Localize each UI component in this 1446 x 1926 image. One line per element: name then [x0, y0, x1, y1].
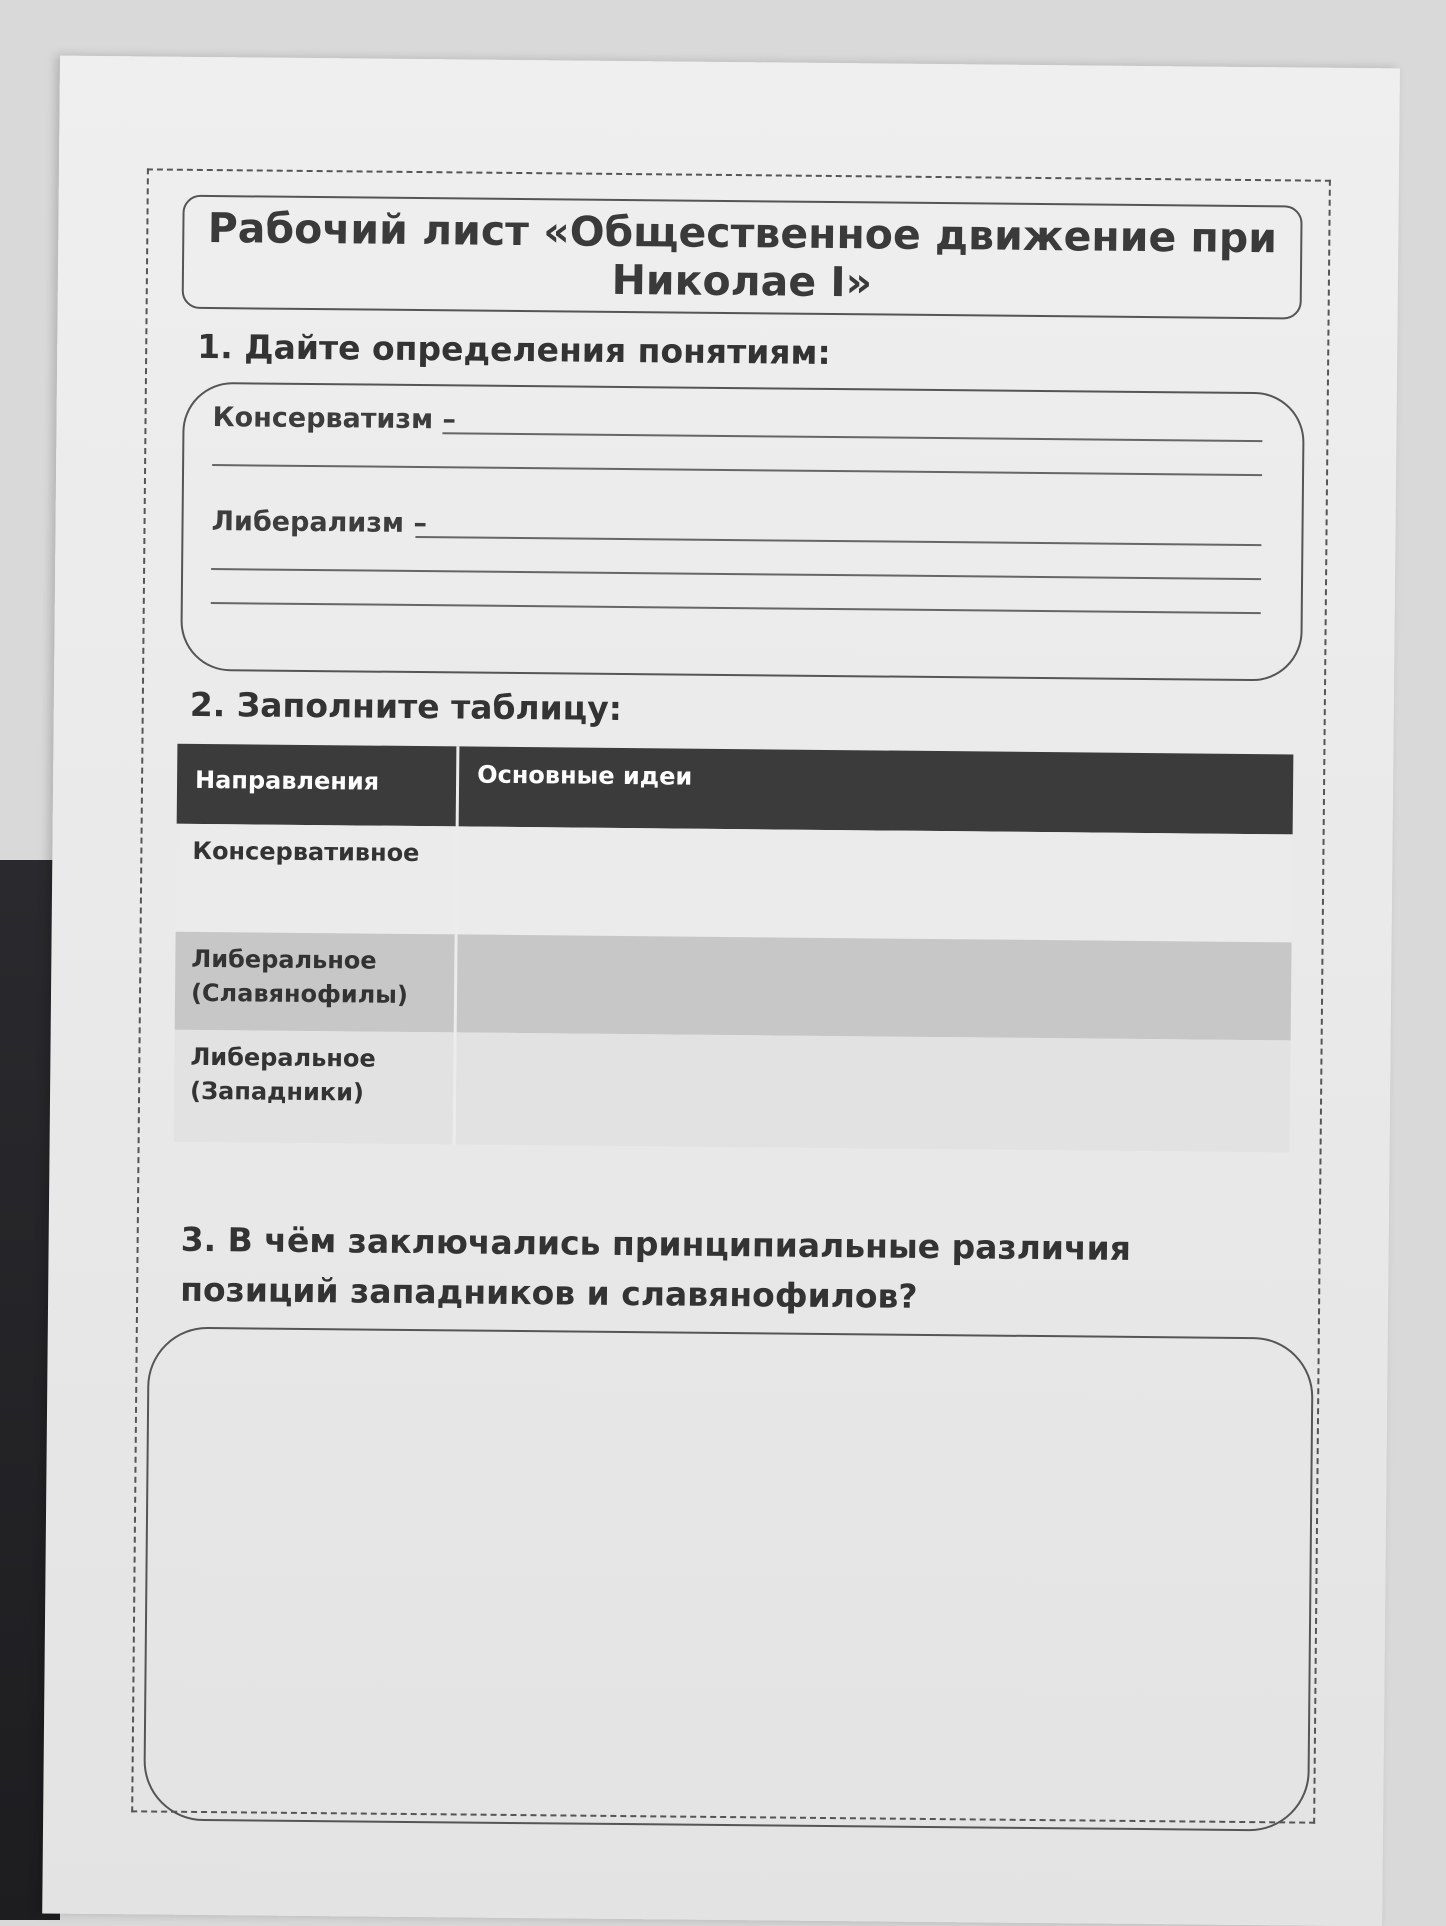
task1-heading: 1. Дайте определения понятиям:	[197, 326, 831, 372]
ideas-cell[interactable]	[456, 826, 1292, 942]
table-row	[174, 1030, 1291, 1153]
ideas-cell[interactable]	[454, 1032, 1291, 1152]
direction-name: Либеральное	[190, 1042, 376, 1073]
direction-subname: (Славянофилы)	[190, 978, 409, 1009]
direction-cell	[176, 824, 458, 935]
task2-heading: 2. Заполните таблицу:	[189, 684, 623, 728]
term-conservatism: Консерватизм –	[212, 402, 457, 436]
direction-cell	[174, 1030, 456, 1145]
column-header-ideas: Основные идеи	[457, 746, 1293, 834]
direction-cell	[175, 932, 456, 1033]
answer-line[interactable]	[212, 464, 1262, 476]
table-row	[175, 932, 1292, 1041]
title-line-1: Рабочий лист «Общественное движение при	[207, 203, 1278, 263]
title-line-2: Николае I»	[611, 255, 873, 307]
task3-answer-box[interactable]	[143, 1326, 1314, 1831]
direction-subname: (Западники)	[189, 1076, 365, 1107]
direction-name: Консервативное	[192, 836, 420, 868]
term-liberalism: Либерализм –	[211, 506, 428, 540]
title-box	[182, 195, 1303, 320]
ideas-cell[interactable]	[455, 934, 1291, 1040]
directions-table	[174, 744, 1294, 1153]
task3-heading: 3. В чём заключались принципиальные различия позиций западников и славянофилов?	[180, 1219, 1132, 1316]
table-row	[176, 824, 1293, 943]
answer-line[interactable]	[211, 568, 1261, 580]
worksheet-page	[42, 56, 1400, 1926]
answer-line[interactable]	[442, 432, 1262, 442]
column-header-directions: Направления	[177, 744, 458, 827]
direction-name: Либеральное	[191, 944, 377, 975]
definitions-box	[180, 382, 1305, 682]
answer-line[interactable]	[211, 602, 1261, 614]
answer-line[interactable]	[415, 536, 1261, 546]
